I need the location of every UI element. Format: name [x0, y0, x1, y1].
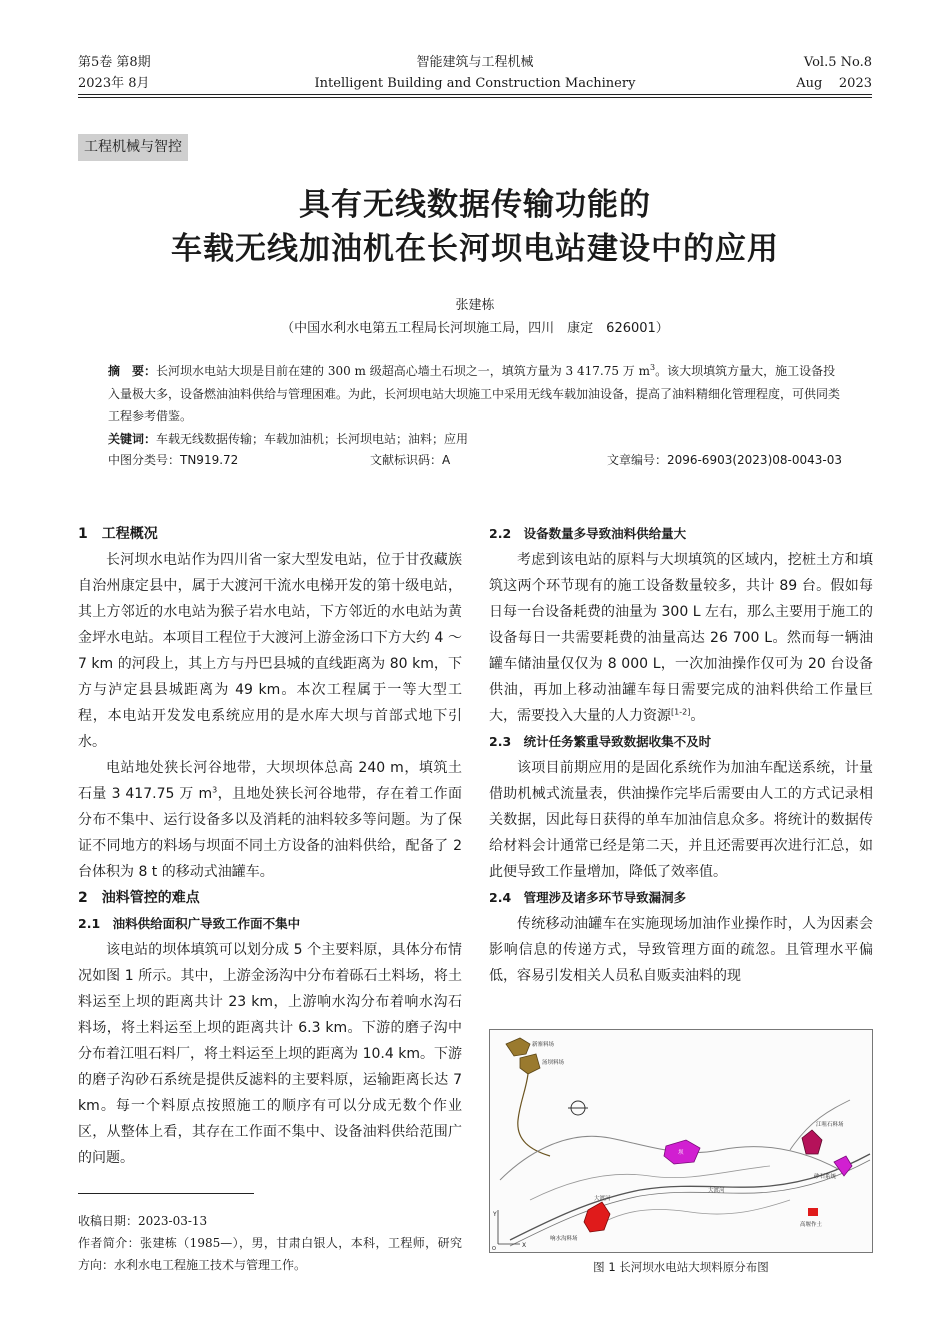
- figure-1-map: [489, 1029, 873, 1253]
- label-dadu-river-1: 大渡河: [594, 1196, 611, 1202]
- s22-text-b: 。: [690, 708, 705, 724]
- section-2-heading: 2 油料管控的难点: [78, 890, 200, 906]
- section-2-2-paragraph: [489, 547, 873, 729]
- right-column: [489, 521, 873, 989]
- section-1-paragraph-2: [78, 755, 462, 885]
- keywords-text: 车载无线数据传输；车载加油机；长河坝电站；油料；应用: [156, 431, 469, 446]
- section-2-3-paragraph: 该项目前期应用的是固化系统作为加油车配送系统，计量借助机械式流量表，供油操作完毕后需要由人工的方式记录相关数据，因此每日获得的单车加油信息众多。将统计的数据传给材料会计通常已经是第二天，并且还需要再次进行汇总，如此便导致工作量增加，降低了效率值。: [489, 760, 873, 880]
- section-1-heading: 1 工程概况: [78, 526, 158, 542]
- jiangzui-quarry-shape: [802, 1130, 822, 1154]
- title-line-2: 车载无线加油机在长河坝电站建设中的应用: [171, 231, 779, 267]
- label-dadu-river-2: 大渡河: [708, 1188, 725, 1194]
- label-shashi: 砂石系统: [814, 1174, 837, 1180]
- s22-text-a: 考虑到该电站的原料与大坝填筑的区域内，挖桩土方和填筑这两个环节现有的施工设备数量较多，共计 89 台。假如每日每一台设备耗费的油量为 300 L 左右，那么主要用于施工的设备每日一共需要耗费的油量高达 26 700 L。然而每一辆油罐车储油量仅仅为 8 000 L，一次加油操作仅可为 20 台设备供油，再加上移动油罐车每日需要完成的油料供给工作量巨大，需要投入大量的人力资源: [489, 552, 873, 724]
- footnote-rule: [78, 1193, 254, 1194]
- article-number: 文章编号：2096-6903(2023)08-0043-03: [606, 453, 842, 467]
- left-column: [78, 521, 462, 1171]
- label-tangba: 汤坝料场: [542, 1060, 565, 1066]
- xinzhai-quarry-shape: [506, 1038, 530, 1056]
- author: 张建栋: [455, 298, 495, 313]
- volume-issue: 第5卷 第8期: [78, 55, 151, 70]
- abstract-text-b: 。该大坝填筑方量大，施工设备投入量极大多，设备燃油油料供给与管理困难。为此，长河坝电站大坝施工中采用无线车载加油设备，提高了油料精细化管理程度，可供同类工程参考借鉴。: [108, 364, 841, 423]
- dadu-river-bank: [510, 1160, 870, 1246]
- title-line-1: 具有无线数据传输功能的: [299, 187, 651, 223]
- label-axis-x: X: [522, 1242, 527, 1249]
- section-2-4-paragraph: 传统移动油罐车在实施现场加油作业操作时，人为因素会影响信息的传递方式，导致管理方面的疏忽。且管理水平偏低，容易引发相关人员私自贩卖油料的现: [489, 916, 873, 984]
- abstract-block: [108, 360, 842, 450]
- section-2-4-heading: 2.4 管理涉及诸多环节导致漏洞多: [489, 890, 687, 905]
- gaoyu-feature: [808, 1208, 818, 1216]
- sand-gravel-shape: [834, 1156, 852, 1176]
- footnotes: [78, 1210, 462, 1276]
- map-svg: [490, 1030, 872, 1252]
- abstract-sup: 3: [650, 363, 656, 372]
- s1-p2-text-a: 电站地处狭长河谷地带，大坝坝体总高 240 m，填筑土石量 3 417.75 万 m: [78, 760, 462, 802]
- section-2-1-heading: 2.1 油料供给面积广导致工作面不集中: [78, 916, 301, 931]
- header-rule: [78, 94, 872, 95]
- label-axis-y: Y: [493, 1211, 497, 1218]
- label-dam: 坝: [678, 1150, 684, 1156]
- journal-title-en: Intelligent Building and Construction Machinery: [314, 76, 636, 91]
- s22-citation: [1-2]: [671, 707, 691, 717]
- clc-number: 中图分类号：TN919.72: [108, 453, 239, 467]
- keywords: [108, 428, 842, 451]
- header-rule-thin: [78, 97, 872, 98]
- abstract-text-a: 长河坝水电站大坝是目前在建的 300 m 级超高心墙土石坝之一，填筑方量为 3 417.75 万 m: [156, 364, 651, 378]
- label-jiangzui: 江咀石料场: [816, 1122, 844, 1128]
- label-origin: O: [492, 1246, 496, 1252]
- abstract: [108, 360, 842, 428]
- header-center: [78, 52, 872, 94]
- running-header: [78, 52, 872, 96]
- keywords-label: 关键词：: [108, 431, 157, 446]
- document-code: 文献标识码：A: [370, 453, 451, 467]
- section-1-paragraph-1: 长河坝水电站作为四川省一家大型发电站，位于甘孜藏族自治州康定县中，属于大渡河干流水电梯开发的第十级电站，其上方邻近的水电站为猴子岩水电站，下方邻近的水电站为黄金坪水电站。本项目工程位于大渡河上游金汤口下方大约 4 ～ 7 km 的河段上，其上方与丹巴县城的直线距离为 80 km，下方与泸定县县城距离为 49 km。本次工程属于一等大型工程，本电站开发发电系统应用的是水库大坝与首部式地下引水。: [78, 552, 462, 750]
- month-year-en: Aug 2023: [796, 76, 872, 91]
- section-2-1-paragraph: 该电站的坝体填筑可以划分成 5 个主要料原，具体分布情况如图 1 所示。其中，上游金汤沟中分布着砾石土料场，将土料运至上坝的距离共计 23 km，上游响水沟分布着响水沟石料场，将土料运至上坝的距离共计 6.3 km。下游的磨子沟中分布着江咀石料厂，将土料运至上坝的距离为 10.4 km。下游的磨子沟砂石系统是提供反滤料的主要料原，运输距离长达 7 km。每一个料原点按照施工的顺序有可以分成无数个作业区，从整体上看，其存在工作面不集中、设备油料供给范围广的问题。: [78, 942, 462, 1166]
- issue-date: 2023年 8月: [78, 76, 150, 91]
- received-date: 收稿日期：2023-03-13: [78, 1214, 208, 1228]
- article-title: [40, 183, 910, 271]
- affiliation: （中国水利水电第五工程局长河坝施工局，四川 康定 626001）: [281, 321, 669, 336]
- label-xinzhai: 新寨料场: [532, 1042, 555, 1048]
- abstract-label: 摘 要：: [108, 364, 157, 378]
- section-2-3-heading: 2.3 统计任务繁重导致数据收集不及时: [489, 734, 712, 749]
- author-bio: 作者简介：张建栋（1985—），男，甘肃白银人，本科，工程师，研究方向：水利水电工程施工技术与管理工作。: [78, 1236, 462, 1272]
- tangba-haul-road: [518, 1074, 550, 1156]
- xiangshui-quarry-shape: [584, 1202, 610, 1232]
- s1-p2-text-b: ，且地处狭长河谷地带，存在着工作面分布不集中、运行设备多以及消耗的油料较多等问题。为了保证不同地方的料场与坝面不同土方设备的油料供给，配备了 2 台体积为 8 t 的移动式油罐车。: [78, 786, 462, 880]
- volume-number-en: Vol.5 No.8: [803, 55, 872, 70]
- label-gaoyu: 高堰作土: [800, 1222, 823, 1228]
- article-meta: [108, 451, 842, 471]
- figure-1-caption: 图 1 长河坝水电站大坝料原分布图: [593, 1260, 769, 1274]
- s1-p2-sup: 3: [212, 785, 218, 795]
- section-2-2-heading: 2.2 设备数量多导致油料供给量大: [489, 526, 687, 541]
- label-xiangshui: 响水沟料场: [550, 1236, 578, 1242]
- section-tag: 工程机械与智控: [78, 134, 188, 161]
- tangba-quarry-shape: [520, 1054, 540, 1074]
- haul-road-3: [590, 1200, 790, 1230]
- journal-title-cn: 智能建筑与工程机械: [416, 55, 534, 70]
- header-right: [796, 52, 872, 94]
